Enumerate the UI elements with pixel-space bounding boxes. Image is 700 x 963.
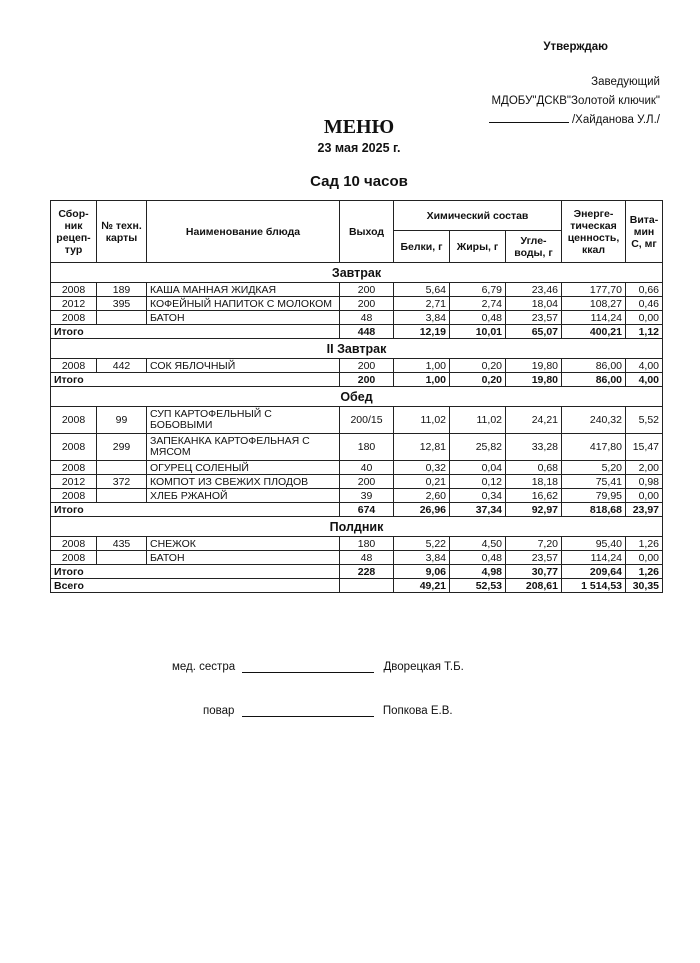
signature-name: Попкова Е.В.: [382, 705, 453, 717]
cell-carbs: 7,20: [506, 537, 562, 551]
cell-tech-card: [97, 489, 147, 503]
cell-output: 200: [340, 475, 394, 489]
cell-dish-name: ЗАПЕКАНКА КАРТОФЕЛЬНАЯ С МЯСОМ: [147, 434, 340, 461]
cell-tech-card: 442: [97, 359, 147, 373]
total-carbs: 19,80: [506, 373, 562, 387]
grand-total-fats: 52,53: [450, 579, 506, 593]
table-row: [51, 461, 663, 475]
cell-tech-card: 372: [97, 475, 147, 489]
cell-fats: 0,12: [450, 475, 506, 489]
cell-tech-card: 99: [97, 407, 147, 434]
cell-tech-card: 189: [97, 283, 147, 297]
total-label: Итого: [51, 503, 340, 517]
total-fats: 0,20: [450, 373, 506, 387]
total-output: 448: [340, 325, 394, 339]
total-row: [51, 565, 663, 579]
cell-collection: 2008: [51, 551, 97, 565]
cell-collection: 2008: [51, 283, 97, 297]
header-energy: Энерге-тическая ценность, ккал: [562, 201, 626, 263]
cell-carbs: 23,57: [506, 311, 562, 325]
cell-output: 39: [340, 489, 394, 503]
cell-output: 180: [340, 537, 394, 551]
grand-total-vitamin: 30,35: [626, 579, 663, 593]
header-proteins: Белки, г: [394, 231, 450, 263]
cell-dish-name: СОК ЯБЛОЧНЫЙ: [147, 359, 340, 373]
section-row: [51, 339, 663, 359]
cell-output: 200/15: [340, 407, 394, 434]
cell-tech-card: 299: [97, 434, 147, 461]
signature-line: [242, 660, 374, 673]
total-energy: 86,00: [562, 373, 626, 387]
cell-carbs: 0,68: [506, 461, 562, 475]
cell-collection: 2008: [51, 311, 97, 325]
cell-energy: 417,80: [562, 434, 626, 461]
menu-table: [50, 200, 663, 593]
cell-carbs: 18,04: [506, 297, 562, 311]
table-row: [51, 407, 663, 434]
cell-collection: 2008: [51, 434, 97, 461]
cell-fats: 6,79: [450, 283, 506, 297]
total-label: Итого: [51, 325, 340, 339]
total-output: 674: [340, 503, 394, 517]
cell-proteins: 3,84: [394, 311, 450, 325]
signature-line: [242, 704, 374, 717]
cell-proteins: 5,22: [394, 537, 450, 551]
total-output: 200: [340, 373, 394, 387]
table-row: [51, 475, 663, 489]
approval-position: Заведующий: [591, 76, 660, 88]
cell-vitamin: 15,47: [626, 434, 663, 461]
cell-vitamin: 5,52: [626, 407, 663, 434]
cell-dish-name: СНЕЖОК: [147, 537, 340, 551]
cell-collection: 2008: [51, 489, 97, 503]
cell-proteins: 2,71: [394, 297, 450, 311]
cell-output: 200: [340, 359, 394, 373]
cell-vitamin: 1,26: [626, 537, 663, 551]
menu-subtitle: Сад 10 часов: [310, 173, 408, 190]
grand-total-proteins: 49,21: [394, 579, 450, 593]
section-row: [51, 387, 663, 407]
cell-energy: 86,00: [562, 359, 626, 373]
cell-tech-card: [97, 461, 147, 475]
section-row: [51, 263, 663, 283]
cell-carbs: 16,62: [506, 489, 562, 503]
total-vitamin: 1,12: [626, 325, 663, 339]
cell-output: 48: [340, 551, 394, 565]
total-vitamin: 1,26: [626, 565, 663, 579]
cell-energy: 177,70: [562, 283, 626, 297]
cell-vitamin: 0,98: [626, 475, 663, 489]
cell-dish-name: СУП КАРТОФЕЛЬНЫЙ С БОБОВЫМИ: [147, 407, 340, 434]
total-proteins: 9,06: [394, 565, 450, 579]
cell-carbs: 24,21: [506, 407, 562, 434]
total-label: Итого: [51, 373, 340, 387]
header-dish-name: Наименование блюда: [147, 201, 340, 263]
cell-collection: 2008: [51, 359, 97, 373]
table-row: [51, 359, 663, 373]
total-output: 228: [340, 565, 394, 579]
cell-proteins: 0,32: [394, 461, 450, 475]
total-fats: 10,01: [450, 325, 506, 339]
signature-role: повар: [203, 705, 235, 717]
cell-dish-name: ОГУРЕЦ СОЛЕНЫЙ: [147, 461, 340, 475]
table-row: [51, 311, 663, 325]
table-row: [51, 297, 663, 311]
grand-total-carbs: 208,61: [506, 579, 562, 593]
cell-energy: 114,24: [562, 311, 626, 325]
cell-vitamin: 0,00: [626, 311, 663, 325]
cell-output: 48: [340, 311, 394, 325]
total-proteins: 12,19: [394, 325, 450, 339]
table-row: [51, 537, 663, 551]
header-chemical-composition: Химический состав: [394, 201, 562, 231]
section-title: Завтрак: [51, 263, 663, 283]
cell-vitamin: 0,00: [626, 551, 663, 565]
header-carbs: Угле-воды, г: [506, 231, 562, 263]
cell-collection: 2008: [51, 461, 97, 475]
cell-carbs: 23,46: [506, 283, 562, 297]
cell-output: 200: [340, 283, 394, 297]
section-row: [51, 517, 663, 537]
total-fats: 37,34: [450, 503, 506, 517]
menu-date: 23 мая 2025 г.: [317, 141, 401, 155]
cell-dish-name: БАТОН: [147, 551, 340, 565]
cell-dish-name: КОФЕЙНЫЙ НАПИТОК С МОЛОКОМ: [147, 297, 340, 311]
cell-collection: 2008: [51, 407, 97, 434]
cell-dish-name: БАТОН: [147, 311, 340, 325]
cell-energy: 5,20: [562, 461, 626, 475]
header-vitamin: Вита-мин C, мг: [626, 201, 663, 263]
table-row: [51, 489, 663, 503]
cell-output: 180: [340, 434, 394, 461]
cell-collection: 2008: [51, 537, 97, 551]
cell-energy: 114,24: [562, 551, 626, 565]
cell-tech-card: 395: [97, 297, 147, 311]
section-title: Обед: [51, 387, 663, 407]
total-vitamin: 23,97: [626, 503, 663, 517]
total-proteins: 26,96: [394, 503, 450, 517]
total-carbs: 92,97: [506, 503, 562, 517]
cell-tech-card: 435: [97, 537, 147, 551]
cell-output: 40: [340, 461, 394, 475]
total-fats: 4,98: [450, 565, 506, 579]
cell-proteins: 2,60: [394, 489, 450, 503]
table-row: [51, 551, 663, 565]
cell-dish-name: КОМПОТ ИЗ СВЕЖИХ ПЛОДОВ: [147, 475, 340, 489]
cell-vitamin: 0,66: [626, 283, 663, 297]
total-row: [51, 503, 663, 517]
cell-fats: 0,34: [450, 489, 506, 503]
total-label: Итого: [51, 565, 340, 579]
page-title: МЕНЮ: [323, 116, 395, 138]
signature-cook: [203, 704, 453, 717]
cell-fats: 0,20: [450, 359, 506, 373]
cell-fats: 0,48: [450, 311, 506, 325]
approval-organization: МДОБУ"ДСКВ"Золотой ключик": [491, 95, 660, 107]
table-row: [51, 283, 663, 297]
cell-vitamin: 0,00: [626, 489, 663, 503]
header-tech-card: № техн. карты: [97, 201, 147, 263]
signature-nurse: [172, 660, 464, 673]
cell-energy: 79,95: [562, 489, 626, 503]
cell-carbs: 18,18: [506, 475, 562, 489]
cell-proteins: 3,84: [394, 551, 450, 565]
grand-total-output: [340, 579, 394, 593]
cell-dish-name: ХЛЕБ РЖАНОЙ: [147, 489, 340, 503]
header-output: Выход: [340, 201, 394, 263]
grand-total-row: [51, 579, 663, 593]
total-carbs: 30,77: [506, 565, 562, 579]
cell-fats: 4,50: [450, 537, 506, 551]
total-carbs: 65,07: [506, 325, 562, 339]
cell-carbs: 23,57: [506, 551, 562, 565]
total-vitamin: 4,00: [626, 373, 663, 387]
cell-fats: 25,82: [450, 434, 506, 461]
cell-fats: 2,74: [450, 297, 506, 311]
total-energy: 400,21: [562, 325, 626, 339]
signature-role: мед. сестра: [172, 661, 236, 673]
cell-energy: 240,32: [562, 407, 626, 434]
total-row: [51, 373, 663, 387]
approval-heading: Утверждаю: [543, 41, 608, 53]
cell-collection: 2012: [51, 297, 97, 311]
cell-fats: 11,02: [450, 407, 506, 434]
signature-name: Дворецкая Т.Б.: [383, 661, 464, 673]
cell-vitamin: 4,00: [626, 359, 663, 373]
total-energy: 818,68: [562, 503, 626, 517]
cell-output: 200: [340, 297, 394, 311]
section-title: Полдник: [51, 517, 663, 537]
cell-tech-card: [97, 311, 147, 325]
cell-fats: 0,04: [450, 461, 506, 475]
cell-vitamin: 2,00: [626, 461, 663, 475]
grand-total-energy: 1 514,53: [562, 579, 626, 593]
cell-proteins: 12,81: [394, 434, 450, 461]
cell-proteins: 1,00: [394, 359, 450, 373]
header-collection: Сбор-ник рецеп-тур: [51, 201, 97, 263]
section-title: II Завтрак: [51, 339, 663, 359]
cell-carbs: 19,80: [506, 359, 562, 373]
header-fats: Жиры, г: [450, 231, 506, 263]
cell-energy: 75,41: [562, 475, 626, 489]
grand-total-label: Всего: [51, 579, 340, 593]
cell-vitamin: 0,46: [626, 297, 663, 311]
total-row: [51, 325, 663, 339]
cell-fats: 0,48: [450, 551, 506, 565]
table-row: [51, 434, 663, 461]
approval-signature-name: /Хайданова У.Л./: [571, 114, 660, 126]
total-proteins: 1,00: [394, 373, 450, 387]
cell-energy: 95,40: [562, 537, 626, 551]
cell-energy: 108,27: [562, 297, 626, 311]
cell-collection: 2012: [51, 475, 97, 489]
cell-proteins: 0,21: [394, 475, 450, 489]
cell-carbs: 33,28: [506, 434, 562, 461]
total-energy: 209,64: [562, 565, 626, 579]
cell-proteins: 5,64: [394, 283, 450, 297]
cell-tech-card: [97, 551, 147, 565]
cell-dish-name: КАША МАННАЯ ЖИДКАЯ: [147, 283, 340, 297]
cell-proteins: 11,02: [394, 407, 450, 434]
